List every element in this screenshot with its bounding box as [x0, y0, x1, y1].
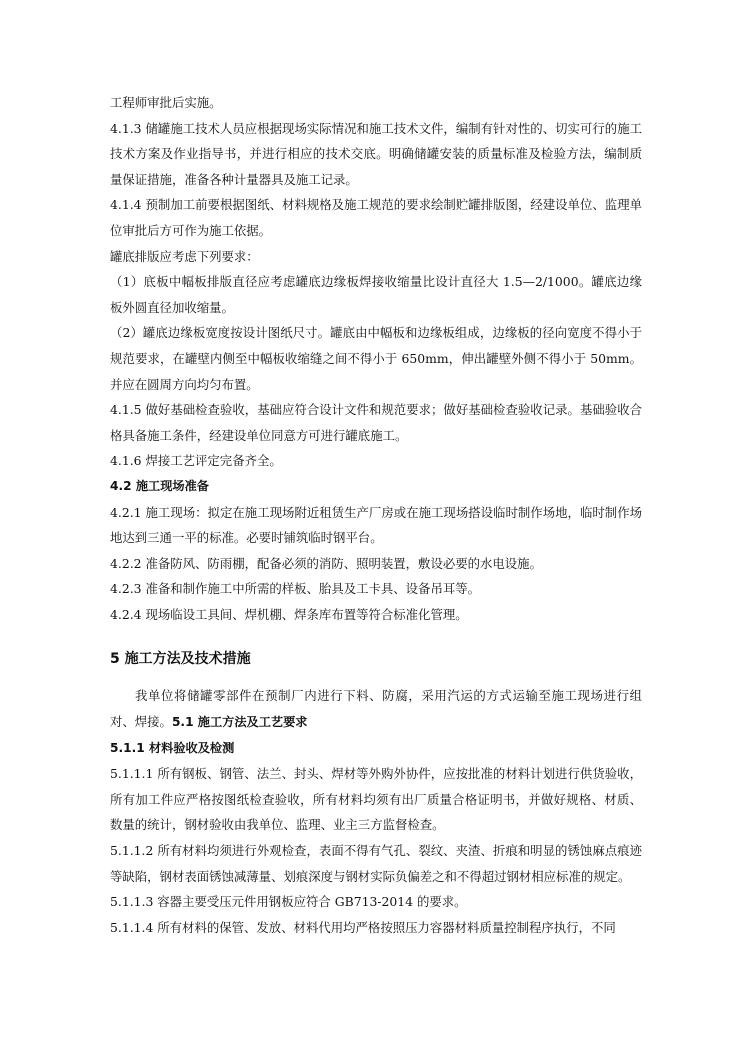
- paragraph-tank-bottom-requirements: 罐底排版应考虑下列要求：: [110, 248, 259, 264]
- paragraph-4-1-3: 4.1.3 储罐施工技术人员应根据现场实际情况和施工技术文件，编制有针对性的、切实可行的施工技术方案及作业指导书，并进行相应的技术交底。明确储罐安装的质量标准及检验方法，编制质量保证措施，准备各种计量器具及施工记录。: [110, 120, 642, 187]
- paragraph-4-2-2: 4.2.2 准备防风、防雨棚，配备必须的消防、照明装置，敷设必要的水电设施。: [110, 555, 542, 571]
- paragraph-4-2-3: 4.2.3 准备和制作施工中所需的样板、胎具及工卡具、设备吊耳等。: [110, 581, 481, 597]
- section-heading-4-2: 4.2 施工现场准备: [110, 478, 209, 493]
- paragraph-4-1-5: 4.1.5 做好基础检查验收，基础应符合设计文件和规范要求；做好基础检查验收记录。基础验收合格具备施工条件，经建设单位同意方可进行罐底施工。: [110, 402, 642, 443]
- paragraph-5-1-1-3: 5.1.1.3 容器主要受压元件用钢板应符合 GB713-2014 的要求。: [110, 894, 467, 910]
- page-content: [110, 90, 642, 940]
- requirement-item-2: （2）罐底边缘板宽度按设计图纸尺寸。罐底由中幅板和边缘板组成，边缘板的径向宽度不得小于规范要求，在罐壁内侧至中幅板收缩缝之间不得小于 650mm，伸出罐壁外侧不得小于 50mm。并应在圆周方向均匀布置。: [110, 325, 642, 392]
- paragraph: 工程师审批后实施。: [110, 95, 222, 110]
- paragraph-5-1-1-4: 5.1.1.4 所有材料的保管、发放、材料代用均严格按照压力容器材料质量控制程序执行，不同: [110, 919, 616, 935]
- section-heading-5-1: 5.1 施工方法及工艺要求: [171, 715, 308, 730]
- section-5-intro: [110, 683, 642, 735]
- section-heading-5: 5 施工方法及技术措施: [110, 651, 251, 668]
- requirement-item-1: （1）底板中幅板排版直径应考虑罐底边缘板焊接收缩量比设计直径大 1.5—2/1000。罐底边缘板外圆直径加收缩量。: [110, 274, 642, 315]
- intro-text: 我单位将储罐零部件在预制厂内进行下料、防腐，采用汽运的方式运输至施工现场进行组对、焊接。: [110, 688, 642, 730]
- paragraph-4-2-1: 4.2.1 施工现场：拟定在施工现场附近租赁生产厂房或在施工现场搭设临时制作场地，临时制作场地达到三通一平的标准。必要时铺筑临时钢平台。: [110, 504, 642, 546]
- paragraph-4-2-4: 4.2.4 现场临设工具间、焊机棚、焊条库布置等符合标准化管理。: [110, 606, 468, 622]
- paragraph-5-1-1-1: 5.1.1.1 所有钢板、钢管、法兰、封头、焊材等外购外协件，应按批准的材料计划进行供货验收，所有加工件应严格按图纸检查验收，所有材料均须有出厂质量合格证明书，并做好规格、材质、数量的统计，钢材验收由我单位、监理、业主三方监督检查。: [110, 766, 642, 833]
- paragraph-4-1-6: 4.1.6 焊接工艺评定完备齐全。: [110, 453, 282, 469]
- paragraph-4-1-4: 4.1.4 预制加工前要根据图纸、材料规格及施工规范的要求绘制贮罐排版图，经建设单位、监理单位审批后方可作为施工依据。: [110, 197, 642, 238]
- paragraph-5-1-1-2: 5.1.1.2 所有材料均须进行外观检查，表面不得有气孔、裂纹、夹渣、折痕和明显的锈蚀麻点痕迹等缺陷，钢材表面锈蚀减薄量、划痕深度与钢材实际负偏差之和不得超过钢材相应标准的规定。: [110, 843, 642, 884]
- section-heading-5-1-1: 5.1.1 材料验收及检测: [110, 740, 235, 755]
